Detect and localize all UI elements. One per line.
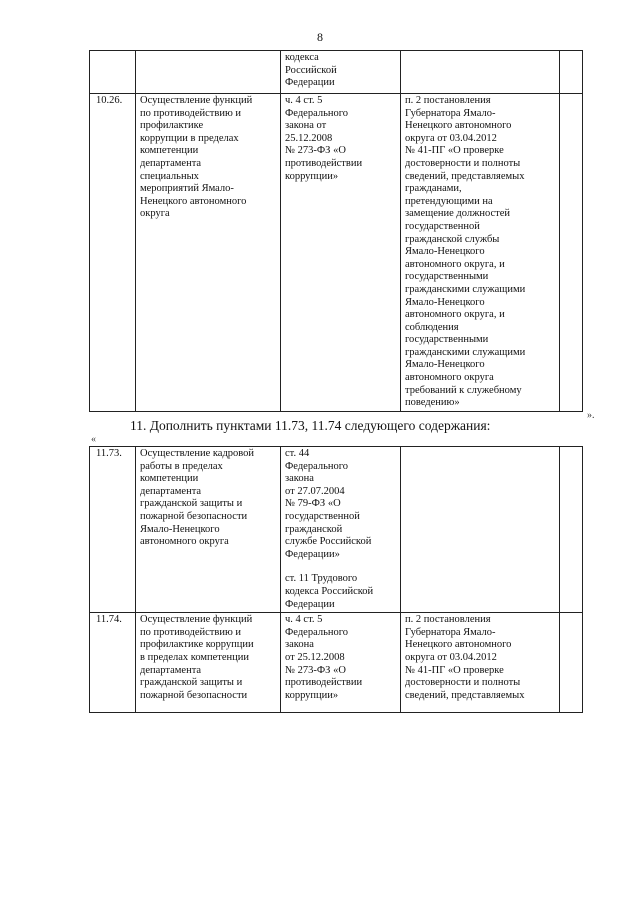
cell-text-line: по противодействию и xyxy=(140,107,242,119)
cell-text-line: соблюдения xyxy=(405,321,459,333)
amendment-heading: 11. Дополнить пунктами 11.73, 11.74 следующего содержания: xyxy=(130,418,491,433)
cell-text-line: Ненецкого автономного xyxy=(405,120,512,132)
closing-quote-mark: ». xyxy=(587,410,595,421)
table-row xyxy=(90,613,583,713)
cell-text-line: Губернатора Ямало- xyxy=(405,107,496,119)
cell-text-line: Ямало-Ненецкого xyxy=(405,296,485,308)
cell-text-line: п. 2 постановления xyxy=(405,614,491,626)
cell-text-line: округа от 03.04.2012 xyxy=(405,651,497,663)
cell-text-line: Федерации xyxy=(285,598,335,610)
cell-text-line: требований к служебному xyxy=(405,384,522,396)
cell-text-line: Осуществление кадровой xyxy=(140,448,255,459)
cell-text-line: претендующими на xyxy=(405,195,493,207)
cell-text-line: ч. 4 ст. 5 xyxy=(285,614,323,626)
function-cell xyxy=(136,613,281,713)
cell-text-line: ст. 44 xyxy=(285,448,310,459)
table-new-items xyxy=(89,446,583,713)
legal-basis-cell xyxy=(281,94,401,412)
cell-text-line: сведений, представляемых xyxy=(405,170,525,182)
cell-text-line: Федерации xyxy=(285,77,335,89)
legal-basis-cell xyxy=(281,613,401,713)
cell-text-line: Федерального xyxy=(285,626,349,638)
cell-text-line: департамента xyxy=(140,157,202,169)
cell-text-line: по противодействию и xyxy=(140,626,242,638)
cell-text-line: государственной xyxy=(285,510,360,522)
cell-text-line: закона xyxy=(285,473,314,485)
cell-text-line: Федерального xyxy=(285,107,349,119)
cell-text-line: от 27.07.2004 xyxy=(285,485,345,497)
page-number: 8 xyxy=(317,30,323,44)
regulation-cell xyxy=(401,51,560,94)
cell-text-line: ст. 11 Трудового xyxy=(285,573,358,585)
cell-text-line: округа xyxy=(140,208,170,220)
cell-text-line: Российской xyxy=(285,64,337,76)
function-cell xyxy=(136,94,281,412)
cell-text-line: Ямало-Ненецкого xyxy=(405,359,485,371)
cell-text-line: противодействии xyxy=(285,157,363,169)
cell-text-line: Федерального xyxy=(285,460,349,472)
cell-text-line: гражданами, xyxy=(405,183,462,195)
cell-text-line: Ямало-Ненецкого xyxy=(140,523,220,535)
regulation-cell xyxy=(401,447,560,613)
cell-text-line: автономного округа xyxy=(405,372,494,384)
opening-quote-mark: « xyxy=(91,434,96,445)
cell-text-line: специальных xyxy=(140,170,199,182)
regulation-cell xyxy=(401,94,560,412)
cell-text-line: гражданской службы xyxy=(405,233,500,245)
function-cell xyxy=(136,447,281,613)
cell-text-line: кодекса Российской xyxy=(285,585,374,597)
cell-text-line: гражданской xyxy=(285,523,343,535)
cell-text-line: в пределах компетенции xyxy=(140,651,250,663)
table-continued xyxy=(89,50,583,412)
cell-text-line: закона от xyxy=(285,120,327,132)
cell-text-line: государственными xyxy=(405,271,489,283)
cell-text-line: Осуществление функций xyxy=(140,95,253,106)
table-row xyxy=(90,51,583,94)
cell-text-line: государственной xyxy=(405,220,480,232)
cell-text-line: службе Российской xyxy=(285,536,372,548)
cell-text-line: ч. 4 ст. 5 xyxy=(285,95,323,106)
empty-cell xyxy=(560,94,583,412)
cell-text-line: коррупции» xyxy=(285,689,339,701)
cell-text-line: автономного округа, и xyxy=(405,258,505,270)
cell-text-line: кодекса xyxy=(285,52,319,63)
cell-text-line: противодействии xyxy=(285,677,363,689)
cell-text-line: мероприятий Ямало- xyxy=(140,183,234,195)
row-number xyxy=(90,51,136,94)
cell-text-line: профилактике xyxy=(140,120,204,132)
row-number: 11.74. xyxy=(90,613,136,713)
cell-text-line: автономного округа, и xyxy=(405,309,505,321)
cell-text-line: достоверности и полноты xyxy=(405,677,521,689)
cell-text-line: государственными xyxy=(405,334,489,346)
empty-cell xyxy=(560,51,583,94)
cell-text-line: замещение должностей xyxy=(405,208,510,220)
cell-text-line: 25.12.2008 xyxy=(285,132,333,144)
regulation-cell xyxy=(401,613,560,713)
table-row xyxy=(90,94,583,412)
cell-text-line: № 41-ПГ «О проверке xyxy=(405,664,504,676)
cell-text-line: округа от 03.04.2012 xyxy=(405,132,497,144)
cell-text-line: гражданской защиты и xyxy=(140,498,243,510)
cell-text-line: Ямало-Ненецкого xyxy=(405,246,485,258)
row-number: 11.73. xyxy=(90,447,136,613)
cell-text-line: департамента xyxy=(140,664,202,676)
cell-text-line: поведению» xyxy=(405,397,460,409)
cell-text-line: закона xyxy=(285,639,314,651)
cell-text-line: № 79-ФЗ «О xyxy=(285,498,341,510)
cell-text-line: Осуществление функций xyxy=(140,614,253,626)
cell-text-line: от 25.12.2008 xyxy=(285,651,345,663)
cell-text-line: гражданской защиты и xyxy=(140,677,243,689)
cell-text-line: гражданскими служащими xyxy=(405,283,526,295)
cell-text-line: пожарной безопасности xyxy=(140,510,248,522)
cell-text-line: № 273-ФЗ «О xyxy=(285,145,346,157)
legal-basis-cell xyxy=(281,447,401,613)
cell-text-line: № 41-ПГ «О проверке xyxy=(405,145,504,157)
line-gap xyxy=(285,561,396,573)
cell-text-line: Ненецкого автономного xyxy=(405,639,512,651)
cell-text-line: № 273-ФЗ «О xyxy=(285,664,346,676)
cell-text-line: сведений, представляемых xyxy=(405,689,525,701)
cell-text-line: Губернатора Ямало- xyxy=(405,626,496,638)
cell-text-line: департамента xyxy=(140,485,202,497)
cell-text-line: компетенции xyxy=(140,145,199,157)
cell-text-line: гражданскими служащими xyxy=(405,346,526,358)
row-number: 10.26. xyxy=(90,94,136,412)
function-cell xyxy=(136,51,281,94)
cell-text-line: Федерации» xyxy=(285,548,340,560)
table-row xyxy=(90,447,583,613)
cell-text-line: работы в пределах xyxy=(140,460,223,472)
cell-text-line: автономного округа xyxy=(140,536,229,548)
cell-text-line: коррупции» xyxy=(285,170,339,182)
empty-cell xyxy=(560,447,583,613)
cell-text-line: достоверности и полноты xyxy=(405,157,521,169)
cell-text-line: коррупции в пределах xyxy=(140,132,239,144)
empty-cell xyxy=(560,613,583,713)
cell-text-line: компетенции xyxy=(140,473,199,485)
cell-text-line: п. 2 постановления xyxy=(405,95,491,106)
cell-text-line: пожарной безопасности xyxy=(140,689,248,701)
legal-basis-cell xyxy=(281,51,401,94)
cell-text-line: профилактике коррупции xyxy=(140,639,254,651)
cell-text-line: Ненецкого автономного xyxy=(140,195,247,207)
